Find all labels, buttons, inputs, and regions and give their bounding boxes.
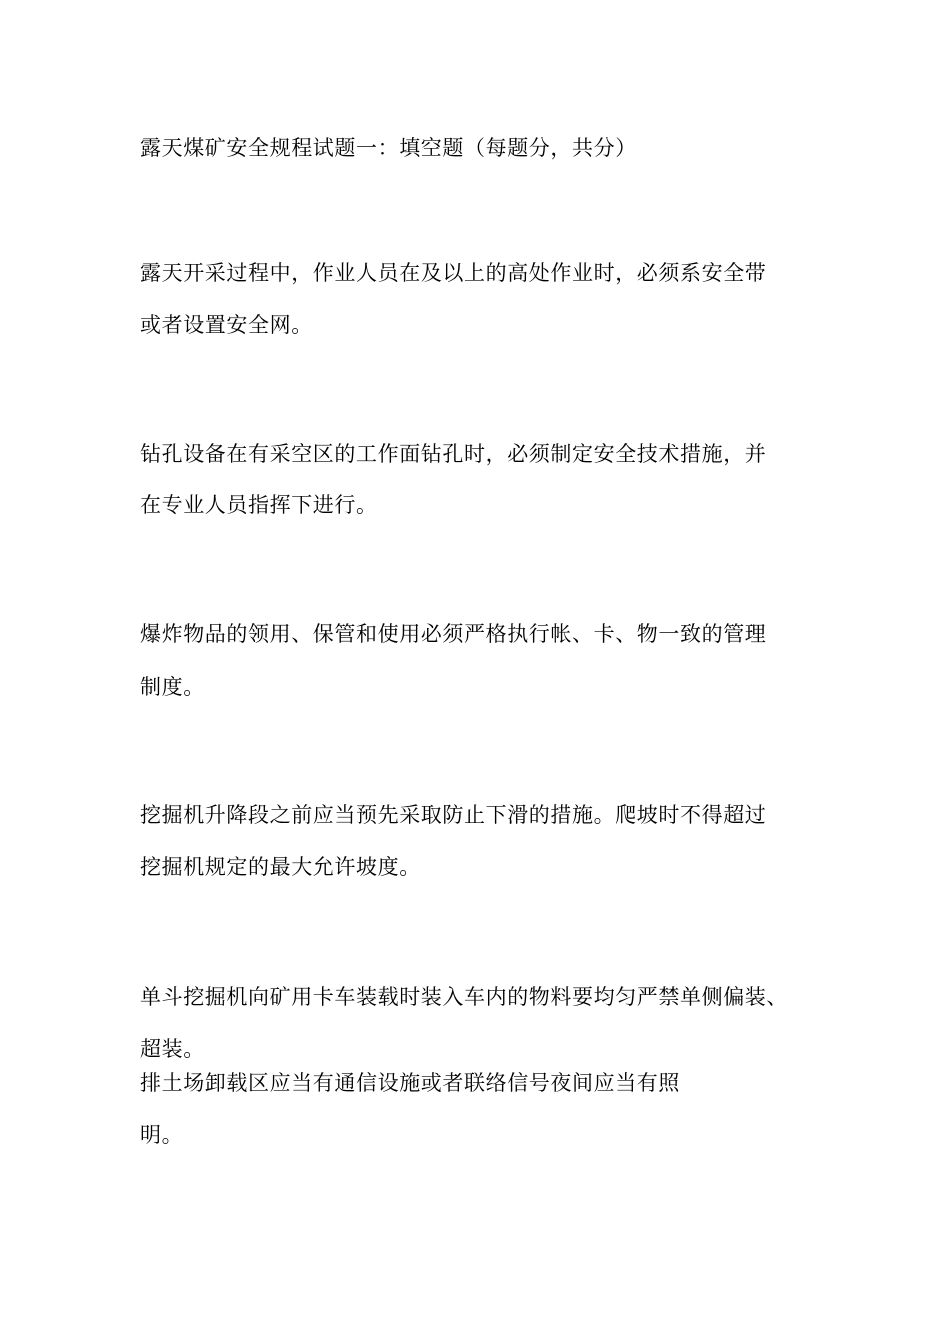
question-3-line-1: 爆炸物品的领用、保管和使用必须严格执行帐、卡、物一致的管理 <box>140 622 767 646</box>
question-5-line-1: 单斗挖掘机向矿用卡车装载时装入车内的物料要均匀严禁单侧偏装、 <box>140 985 788 1009</box>
document-title: 露天煤矿安全规程试题一：填空题（每题分，共分） <box>140 136 637 160</box>
question-5-line-2: 超装。 <box>140 1037 205 1061</box>
question-2-line-2: 在专业人员指挥下进行。 <box>140 493 378 517</box>
question-3-line-2: 制度。 <box>140 675 205 699</box>
question-2-line-1: 钻孔设备在有采空区的工作面钻孔时，必须制定安全技术措施，并 <box>140 442 767 466</box>
question-6-line-1: 排土场卸载区应当有通信设施或者联络信号夜间应当有照 <box>140 1071 680 1095</box>
question-4-line-1: 挖掘机升降段之前应当预先采取防止下滑的措施。爬坡时不得超过 <box>140 803 767 827</box>
question-1-line-1: 露天开采过程中，作业人员在及以上的高处作业时，必须系安全带 <box>140 261 767 285</box>
question-4-line-2: 挖掘机规定的最大允许坡度。 <box>140 855 421 879</box>
question-1-line-2: 或者设置安全网。 <box>140 313 313 337</box>
question-6-line-2: 明。 <box>140 1123 184 1147</box>
